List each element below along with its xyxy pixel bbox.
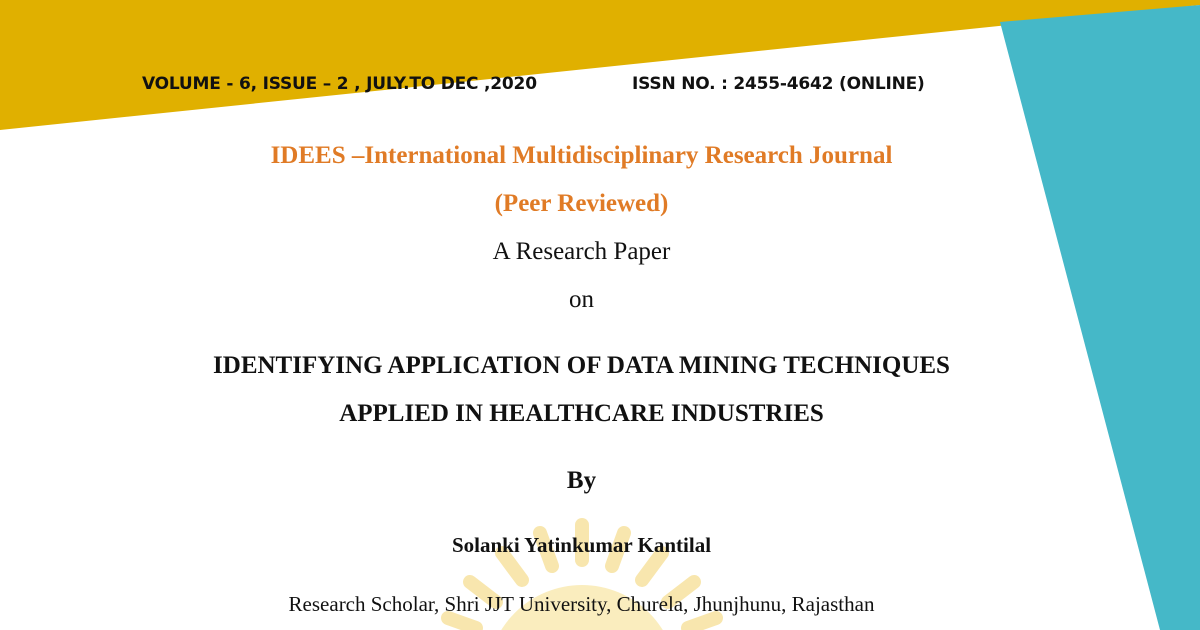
author-affiliation: Research Scholar, Shri JJT University, Churela, Jhunjhunu, Rajasthan xyxy=(288,592,875,616)
paper-title-line-1: IDENTIFYING APPLICATION OF DATA MINING TECHNIQUES xyxy=(213,352,950,379)
issn-text: ISSN NO. : 2455-4642 (ONLINE) xyxy=(632,74,925,94)
journal-name: IDEES –International Multidisciplinary Research Journal xyxy=(270,142,893,169)
issue-header xyxy=(142,74,962,98)
volume-issue-text: VOLUME - 6, ISSUE – 2 , JULY.TO DEC ,2020 xyxy=(142,74,537,94)
peer-reviewed-label: (Peer Reviewed) xyxy=(494,190,669,217)
by-label: By xyxy=(566,467,597,494)
on-label: on xyxy=(569,286,594,313)
paper-title-line-2: APPLIED IN HEALTHCARE INDUSTRIES xyxy=(339,400,824,427)
author-name: Solanki Yatinkumar Kantilal xyxy=(451,533,712,557)
research-paper-label: A Research Paper xyxy=(492,238,671,265)
